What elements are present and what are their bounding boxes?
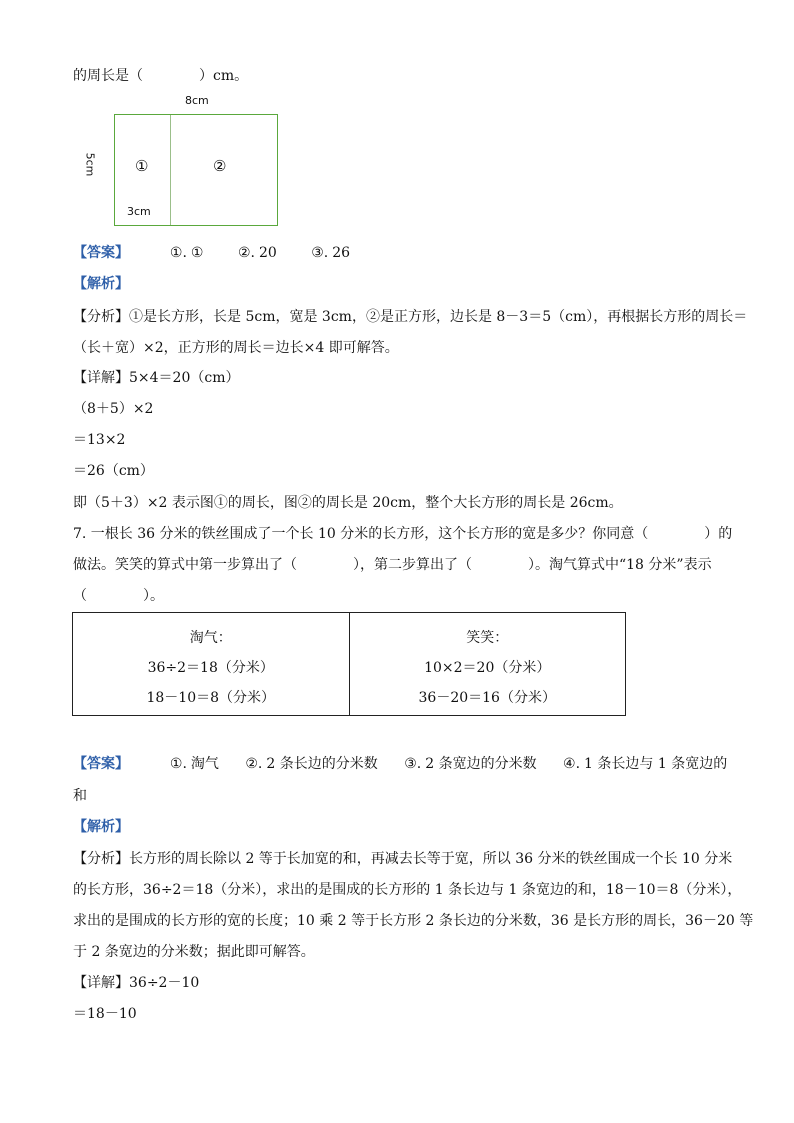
xiaoxiao-step1: 10×2＝20（分米） [424,660,551,676]
intro-fill-line: 的周长是（ ）cm。 [73,68,249,84]
q6-analysis-line2: （长＋宽）×2，正方形的周长＝边长×4 即可解答。 [73,340,399,356]
q6-analysis-line1 [73,307,747,327]
region-1-label: ① [135,157,149,175]
answer-item: ③. 2 条宽边的分米数 [404,756,537,772]
answer-item: ④. 1 条长边与 1 条宽边的 [563,756,728,772]
jiexi-tag: 【解析】 [73,276,129,292]
height-label: 5cm [83,152,97,177]
answer-item: ②. 20 [237,245,277,261]
answer-tag: 【答案】 [73,245,129,261]
answer-item: ①. 淘气 [169,756,219,772]
width-label: 8cm [185,94,209,107]
detail-tag: 【详解】 [73,975,129,991]
taoqi-step2: 18－10＝8（分米） [146,690,276,706]
taoqi-name: 淘气： [189,630,232,646]
q6-detail-line3: ＝13×2 [73,432,126,448]
detail-tag: 【详解】 [73,370,129,386]
q7-detail-line1 [73,973,199,993]
q6-conclusion: 即（5＋3）×2 表示图①的周长，图②的周长是 20cm，整个大长方形的周长是 26cm。 [73,495,623,511]
answer-item: ③. 26 [311,245,351,261]
answer-item: ①. ① [169,245,204,261]
analysis-text: ①是长方形，长是 5cm，宽是 3cm，②是正方形，边长是 8－3＝5（cm），再根据长方形的周长＝ [129,309,748,325]
q7-detail-line2: ＝18－10 [73,1006,137,1022]
q7-line1: 7. 一根长 36 分米的铁丝围成了一个长 10 分米的长方形，这个长方形的宽是多少？你同意（ ）的 [73,526,733,542]
xiaoxiao-cell [349,613,626,716]
detail-text: 5×4＝20（cm） [129,370,240,386]
solution-table [72,612,626,716]
jiexi-tag: 【解析】 [73,819,129,835]
detail-text: 36÷2－10 [129,975,200,991]
taoqi-cell [73,613,350,716]
q6-detail-line1 [73,368,239,388]
q7-analysis-line4: 于 2 条宽边的分米数；据此即可解答。 [73,944,315,960]
analysis-tag: 【分析】 [73,851,129,867]
rectangle-diagram [80,92,300,232]
q7-answer-wrap: 和 [73,788,87,804]
divider-line [170,115,171,225]
q6-detail-line4: ＝26（cm） [73,463,154,479]
xiaoxiao-step2: 36－20＝16（分米） [418,690,556,706]
q7-answer-line [73,754,727,774]
q6-answer-line [73,243,380,263]
q7-analysis-line2: 的长方形，36÷2＝18（分米），求出的是围成的长方形的 1 条长边与 1 条宽边的和，18－10＝8（分米）， [73,882,742,898]
analysis-tag: 【分析】 [73,309,129,325]
q6-detail-line2: （8＋5）×2 [73,401,154,417]
q7-line2: 做法。笑笑的算式中第一步算出了（ ），第二步算出了（ ）。淘气算式中“18 分米”表示 [73,557,712,573]
q7-line3: （ ）。 [73,588,164,604]
analysis-text: 长方形的周长除以 2 等于长加宽的和，再减去长等于宽，所以 36 分米的铁丝围成一个长 10 分米 [129,851,733,867]
answer-tag: 【答案】 [73,756,129,772]
big-rectangle [114,114,278,226]
taoqi-step1: 36÷2＝18（分米） [147,660,274,676]
answer-item: ②. 2 条长边的分米数 [245,756,378,772]
q7-analysis-line1 [73,849,732,869]
xiaoxiao-name: 笑笑： [466,630,509,646]
q7-analysis-line3: 求出的是围成的长方形的宽的长度；10 乘 2 等于长方形 2 条长边的分米数，36 是长方形的周长，36－20 等 [73,913,754,929]
region-2-label: ② [213,157,227,175]
inner-width-label: 3cm [127,205,151,218]
